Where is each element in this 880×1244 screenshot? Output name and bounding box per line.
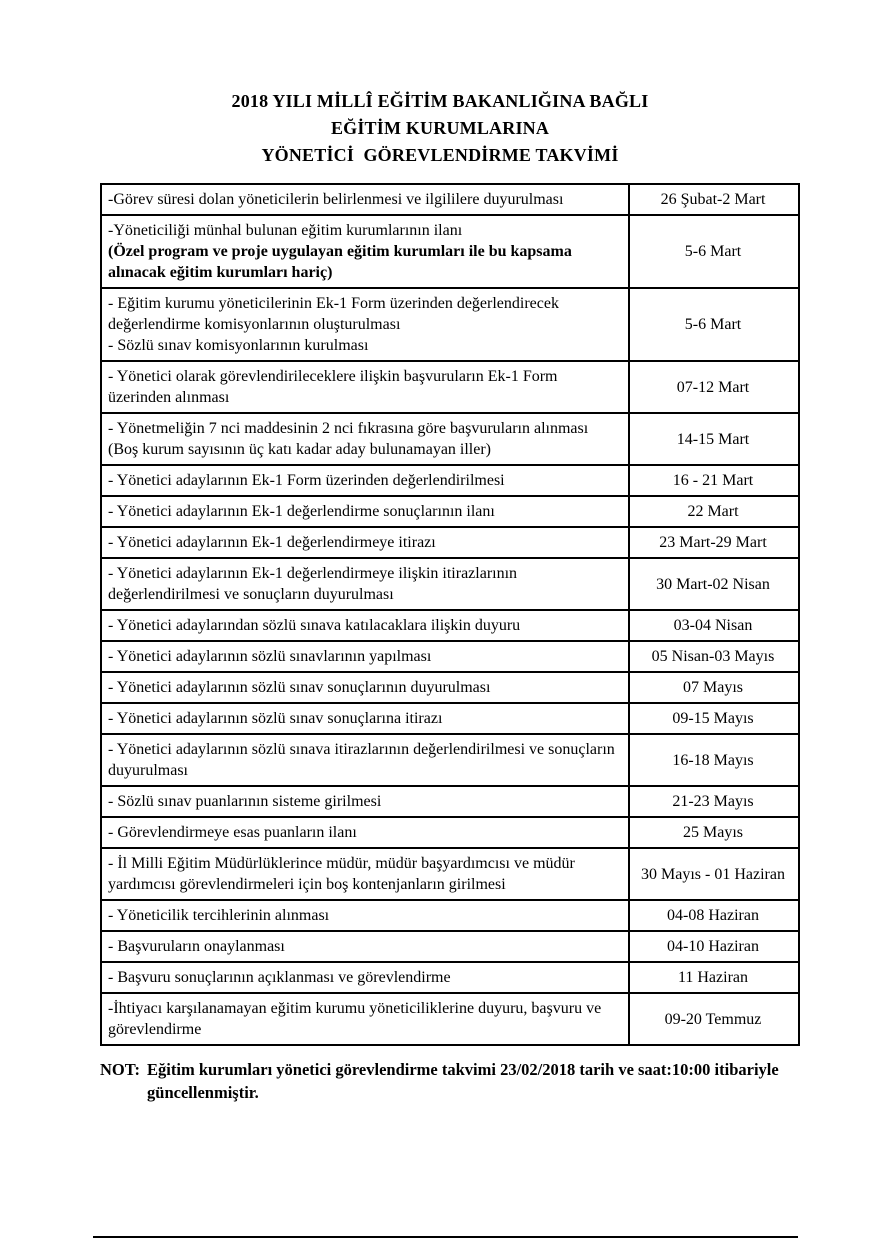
task-cell [101,703,629,734]
table-row [101,817,799,848]
task-text: - Yönetici adaylarının Ek-1 değerlendirmeye itirazı [108,534,436,551]
date-cell: 26 Şubat-2 Mart [629,184,799,215]
date-cell: 04-08 Haziran [629,900,799,931]
task-cell [101,496,629,527]
table-row [101,496,799,527]
table-row [101,527,799,558]
task-bold-text: (Özel program ve proje uygulayan eğitim kurumları ile bu kapsama alınacak eğitim kurumları hariç) [108,243,572,281]
task-cell [101,610,629,641]
task-second-line: - Sözlü sınav komisyonlarının kurulması [108,337,369,354]
task-text: -Yöneticiliği münhal bulunan eğitim kurumlarının ilanı [108,222,463,239]
task-text: - Yönetici adaylarının Ek-1 Form üzerinden değerlendirilmesi [108,472,505,489]
task-cell [101,786,629,817]
task-text: - Başvuru sonuçlarının açıklanması ve görevlendirme [108,969,451,986]
table-row [101,184,799,215]
table-row [101,786,799,817]
task-cell [101,413,629,465]
date-cell: 16 - 21 Mart [629,465,799,496]
task-cell [101,848,629,900]
task-cell [101,361,629,413]
title-line-3: YÖNETİCİ GÖREVLENDİRME TAKVİMİ [261,145,619,165]
table-row [101,465,799,496]
task-cell [101,558,629,610]
title-line-1: 2018 YILI MİLLÎ EĞİTİM BAKANLIĞINA BAĞLI [231,91,649,111]
table-row [101,215,799,288]
task-text: - İl Milli Eğitim Müdürlüklerince müdür, müdür başyardımcısı ve müdür yardımcısı görevlendirmeleri için boş kontenjanların girilmesi [108,855,575,893]
table-row [101,900,799,931]
date-cell: 25 Mayıs [629,817,799,848]
task-cell [101,184,629,215]
task-text: -İhtiyacı karşılanamayan eğitim kurumu yöneticiliklerine duyuru, başvuru ve görevlendirme [108,1000,602,1038]
table-row [101,361,799,413]
schedule-table-body [101,184,799,1045]
task-text: - Görevlendirmeye esas puanların ilanı [108,824,357,841]
task-text: - Yönetici adaylarının sözlü sınav sonuçlarının duyurulması [108,679,491,696]
date-cell: 30 Mart-02 Nisan [629,558,799,610]
task-text: - Eğitim kurumu yöneticilerinin Ek-1 Form üzerinden değerlendirecek değerlendirme komisyonlarının oluşturulması [108,295,559,333]
date-cell: 07 Mayıs [629,672,799,703]
task-cell [101,288,629,361]
note-label: NOT: [100,1060,141,1079]
table-row [101,641,799,672]
date-cell: 03-04 Nisan [629,610,799,641]
date-cell: 5-6 Mart [629,215,799,288]
task-text: - Yönetici adaylarının sözlü sınav sonuçlarına itirazı [108,710,443,727]
task-cell [101,215,629,288]
date-cell: 5-6 Mart [629,288,799,361]
title-line-2: EĞİTİM KURUMLARINA [330,118,550,138]
date-cell: 05 Nisan-03 Mayıs [629,641,799,672]
table-row [101,288,799,361]
task-cell [101,817,629,848]
date-cell: 09-15 Mayıs [629,703,799,734]
task-cell [101,900,629,931]
task-cell [101,641,629,672]
task-text: - Yönetici adaylarından sözlü sınava katılacaklara ilişkin duyuru [108,617,521,634]
table-row [101,734,799,786]
task-text: - Yöneticilik tercihlerinin alınması [108,907,330,924]
table-row [101,558,799,610]
task-cell [101,962,629,993]
task-cell [101,993,629,1045]
table-row [101,610,799,641]
date-cell: 04-10 Haziran [629,931,799,962]
date-cell: 16-18 Mayıs [629,734,799,786]
table-row [101,993,799,1045]
date-cell: 22 Mart [629,496,799,527]
task-text: - Sözlü sınav puanlarının sisteme girilmesi [108,793,382,810]
page-bottom-rule [93,1236,798,1238]
task-text: - Başvuruların onaylanması [108,938,285,955]
table-row [101,703,799,734]
table-row [101,931,799,962]
task-text: - Yönetici adaylarının Ek-1 değerlendirmeye ilişkin itirazlarının değerlendirilmesi ve sonuçların duyurulması [108,565,518,603]
task-cell [101,527,629,558]
date-cell: 07-12 Mart [629,361,799,413]
document-title [0,0,880,169]
task-cell [101,465,629,496]
task-text: - Yönetici olarak görevlendirileceklere ilişkin başvuruların Ek-1 Form üzerinden alınması [108,368,558,406]
date-cell: 09-20 Temmuz [629,993,799,1045]
date-cell: 30 Mayıs - 01 Haziran [629,848,799,900]
task-text: - Yönetici adaylarının sözlü sınavlarının yapılması [108,648,432,665]
note-text: Eğitim kurumları yönetici görevlendirme takvimi 23/02/2018 tarih ve saat:10:00 itibariyle güncellenmiştir. [147,1060,779,1102]
task-text: - Yönetici adaylarının sözlü sınava itirazlarının değerlendirilmesi ve sonuçların duyurulması [108,741,615,779]
table-row [101,848,799,900]
task-text: - Yönetmeliğin 7 nci maddesinin 2 nci fıkrasına göre başvuruların alınması (Boş kurum sayısının üç katı kadar aday bulunamayan iller) [108,420,589,458]
date-cell: 23 Mart-29 Mart [629,527,799,558]
task-cell [101,734,629,786]
task-cell [101,672,629,703]
schedule-table [100,183,800,1046]
table-row [101,962,799,993]
task-text: - Yönetici adaylarının Ek-1 değerlendirme sonuçlarının ilanı [108,503,495,520]
note [100,1058,800,1104]
date-cell: 21-23 Mayıs [629,786,799,817]
table-row [101,672,799,703]
date-cell: 14-15 Mart [629,413,799,465]
date-cell: 11 Haziran [629,962,799,993]
task-text: -Görev süresi dolan yöneticilerin belirlenmesi ve ilgililere duyurulması [108,191,564,208]
table-row [101,413,799,465]
task-cell [101,931,629,962]
